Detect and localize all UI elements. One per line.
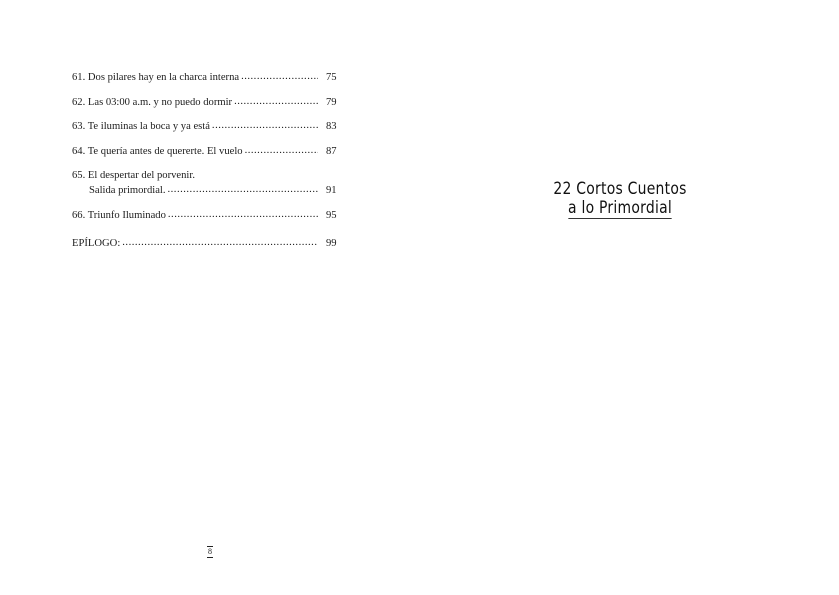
page-number xyxy=(205,546,215,558)
toc-entry-label: 63. Te iluminas la boca y ya está xyxy=(72,121,210,132)
toc-entry-62 xyxy=(72,95,348,110)
toc-entry-page: 83 xyxy=(326,121,337,132)
section-title-line1: 22 Cortos Cuentos xyxy=(553,179,687,199)
toc-entry-61 xyxy=(72,70,348,85)
table-of-contents xyxy=(72,70,348,260)
toc-entry-page: 75 xyxy=(326,72,337,83)
toc-entry-label: 64. Te quería antes de quererte. El vuelo xyxy=(72,145,243,157)
folio-rule-bottom xyxy=(207,557,213,558)
toc-entry-label: 65. El despertar del porvenir. xyxy=(72,170,195,181)
toc-entry-page: 87 xyxy=(326,145,337,157)
dot-leader xyxy=(241,69,318,84)
toc-entry-label-continued: Salida primordial. xyxy=(89,185,166,196)
toc-entry-label: 62. Las 03:00 a.m. y no puedo dormir xyxy=(72,96,233,108)
toc-entry-page: 79 xyxy=(326,96,337,108)
dot-leader xyxy=(122,235,318,250)
dot-leader xyxy=(234,94,318,109)
section-title-line2: a lo Primordial xyxy=(567,198,672,218)
dot-leader xyxy=(168,182,319,197)
toc-entry-label: 66. Triunfo Iluminado xyxy=(72,209,166,221)
toc-entry-65-line2 xyxy=(72,183,348,198)
toc-entry-64 xyxy=(72,144,348,159)
dot-leader xyxy=(168,207,318,222)
toc-entry-63 xyxy=(72,119,348,134)
toc-entry-page: 91 xyxy=(326,185,337,196)
section-title xyxy=(538,180,702,219)
toc-entry-66 xyxy=(72,208,348,223)
toc-entry-epilogo xyxy=(72,236,348,251)
toc-entry-label: EPÍLOGO: xyxy=(72,237,121,249)
toc-entry-page: 95 xyxy=(326,209,337,221)
page-number-text: 8 xyxy=(208,547,212,556)
toc-entry-page: 99 xyxy=(326,237,337,249)
toc-entry-65-line1 xyxy=(72,168,348,183)
toc-entry-label: 61. Dos pilares hay en la charca interna xyxy=(72,72,240,83)
dot-leader xyxy=(245,143,318,158)
dot-leader xyxy=(212,118,318,133)
